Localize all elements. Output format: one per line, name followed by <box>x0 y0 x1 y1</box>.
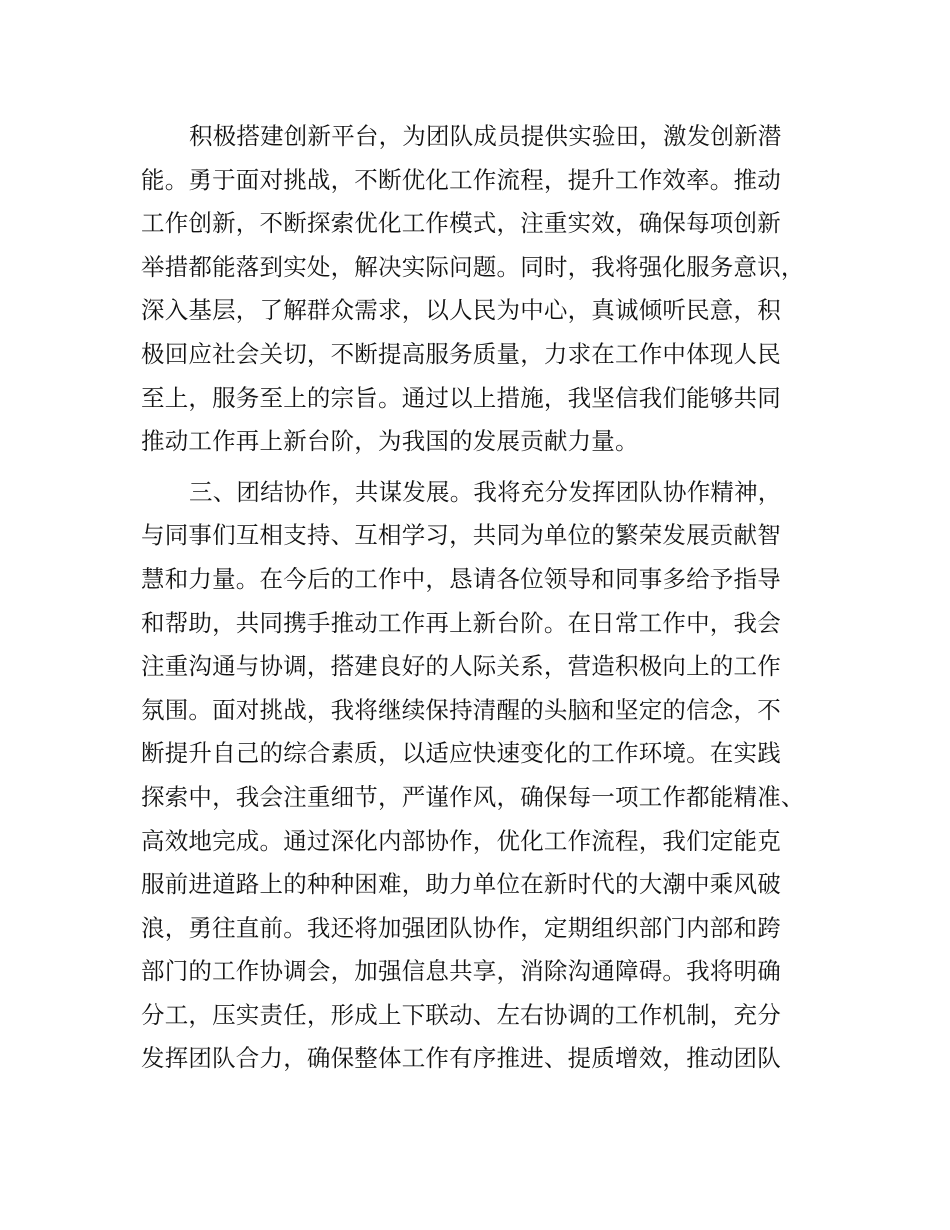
text-line: 三、团结协作，共谋发展。我将充分发挥团队协作精神， <box>189 477 782 506</box>
paragraph-spacer <box>141 464 841 471</box>
text-line: 与同事们互相支持、互相学习，共同为单位的繁荣发展贡献智 <box>141 521 781 550</box>
text-line: 探索中，我会注重细节，严谨作风，确保每一项工作都能精准、 <box>141 782 805 811</box>
paragraph-teamwork <box>141 471 841 1081</box>
text-line: 慧和力量。在今后的工作中，恳请各位领导和同事多给予指导 <box>141 564 781 593</box>
text-line: 举措都能落到实处，解决实际问题。同时，我将强化服务意识， <box>141 252 805 281</box>
text-line: 浪，勇往直前。我还将加强团队协作，定期组织部门内部和跨 <box>141 913 781 942</box>
text-line: 分工，压实责任，形成上下联动、左右协调的工作机制，充分 <box>141 1000 781 1029</box>
text-line: 积极搭建创新平台，为团队成员提供实验田，激发创新潜 <box>189 122 782 150</box>
text-line: 至上，服务至上的宗旨。通过以上措施，我坚信我们能够共同 <box>141 383 781 412</box>
paragraph-innovation <box>141 115 841 464</box>
text-line: 推动工作再上新台阶，为我国的发展贡献力量。 <box>141 427 639 456</box>
text-line: 注重沟通与协调，搭建良好的人际关系，营造积极向上的工作 <box>141 652 781 681</box>
document-body <box>141 115 841 1081</box>
text-line: 氛围。面对挑战，我将继续保持清醒的头脑和坚定的信念，不 <box>141 695 781 724</box>
text-line: 部门的工作协调会，加强信息共享，消除沟通障碍。我将明确 <box>141 957 781 986</box>
text-line: 断提升自己的综合素质，以适应快速变化的工作环境。在实践 <box>141 739 781 768</box>
text-line: 服前进道路上的种种困难，助力单位在新时代的大潮中乘风破 <box>141 870 781 899</box>
text-line: 极回应社会关切，不断提高服务质量，力求在工作中体现人民 <box>141 339 781 368</box>
text-line: 深入基层，了解群众需求，以人民为中心，真诚倾听民意，积 <box>141 296 781 325</box>
text-line: 工作创新，不断探索优化工作模式，注重实效，确保每项创新 <box>141 209 781 238</box>
text-line: 和帮助，共同携手推动工作再上新台阶。在日常工作中，我会 <box>141 608 781 637</box>
text-line: 高效地完成。通过深化内部协作，优化工作流程，我们定能克 <box>141 826 781 855</box>
text-line: 能。勇于面对挑战，不断优化工作流程，提升工作效率。推动 <box>141 165 781 194</box>
text-line: 发挥团队合力，确保整体工作有序推进、提质增效，推动团队 <box>141 1044 781 1073</box>
